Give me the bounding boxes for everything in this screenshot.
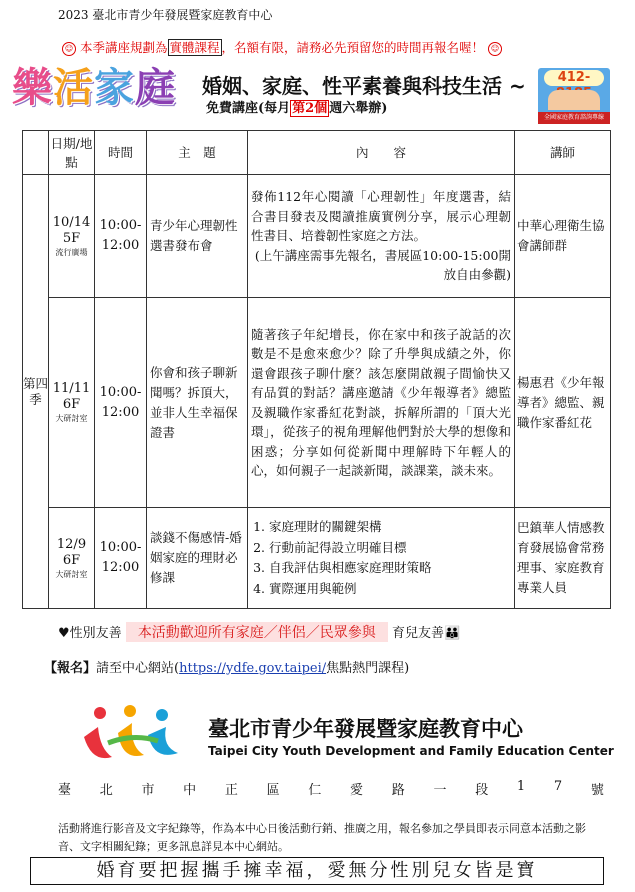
session-topic: 青少年心理韌性選書發布會 bbox=[147, 175, 248, 298]
registration-info bbox=[44, 657, 409, 676]
logo-dot-red bbox=[94, 707, 106, 719]
address-char: 愛 bbox=[350, 783, 364, 798]
list-item: 1. 家庭理財的關鍵架構 bbox=[269, 517, 511, 538]
welcome-banner: 本活動歡迎所有家庭／伴侶／民眾參與 bbox=[126, 622, 388, 642]
session-content-text: 發佈112年心閱讀「心理韌性」年度選書，結合書目發表及閱讀推廣實例分享，展示心理韌性書目、培養韌性家庭之方法。 bbox=[251, 189, 511, 244]
table-row bbox=[23, 175, 611, 298]
welcome-row bbox=[58, 622, 460, 642]
address-char: 市 bbox=[141, 783, 155, 798]
smiley-icon: ☺ bbox=[62, 42, 76, 56]
session-speaker: 巴鎮華人情感教育發展協會常務理事、家庭教育專業人員 bbox=[515, 508, 611, 609]
center-name-en: Taipei City Youth Development and Family Education Center bbox=[208, 744, 614, 758]
registration-notice bbox=[62, 38, 502, 56]
date-cell bbox=[49, 508, 95, 609]
topic-header: 主 題 bbox=[147, 131, 248, 175]
hotline-badge bbox=[538, 68, 610, 124]
address-char: 仁 bbox=[308, 783, 322, 798]
season-label: 第四季 bbox=[23, 175, 49, 609]
content-header: 內 容 bbox=[248, 131, 515, 175]
center-address bbox=[58, 779, 604, 798]
address-char: 一 bbox=[433, 783, 447, 798]
address-char: 號 bbox=[590, 783, 604, 798]
address-char: 正 bbox=[224, 783, 238, 798]
session-floor: 6F bbox=[62, 552, 81, 568]
session-content-note: (上午講座需事先報名，書展區10:00-15:00開放自由參觀) bbox=[254, 247, 511, 283]
list-item: 4. 實際運用與範例 bbox=[269, 579, 511, 600]
speaker-header: 講師 bbox=[515, 131, 611, 175]
slogan-box: 婚育要把握攜手擁幸福，愛無分性別兒女皆是寶 bbox=[30, 857, 604, 885]
notice-highlight: 實體課程 bbox=[169, 40, 220, 55]
address-char: 區 bbox=[266, 783, 280, 798]
family-icon: 👪 bbox=[443, 626, 461, 641]
family-illustration-icon bbox=[548, 90, 600, 110]
session-floor: 6F bbox=[62, 397, 81, 412]
series-title: 婚姻、家庭、性平素養與科技生活 ~ bbox=[202, 74, 526, 98]
parenting-friendly-label: 育兒友善 bbox=[391, 626, 444, 641]
session-content: 隨著孩子年紀增長，你在家中和孩子說話的次數是不是愈來愈少？除了升學與成績之外，你還會跟孩子聊什麼？該怎麼開啟親子間愉快又有品質的對話？講座邀請《少年報導者》總監及親職作家番紅花對談，拆解所謂的「頂大光環」，從孩子的視角理解他們對於大學的想像和困惑；分享如何從新聞中理解時下年輕人的心，如何親子一起談新聞，談課業，談未來。 bbox=[248, 298, 515, 508]
logo-dot-orange bbox=[124, 705, 136, 717]
logo-swoosh-red bbox=[84, 727, 112, 758]
table-row bbox=[23, 508, 611, 609]
list-item: 2. 行動前記得設立明確目標 bbox=[269, 538, 511, 559]
address-char: 中 bbox=[183, 783, 197, 798]
table-header-row bbox=[23, 131, 611, 175]
hotline-caption: 全國家庭教育諮詢專線 bbox=[538, 112, 610, 124]
logo-char: 家 bbox=[94, 64, 135, 111]
date-header: 日期/地點 bbox=[49, 131, 95, 175]
address-char: 路 bbox=[391, 783, 405, 798]
subtitle-highlight: 第2個 bbox=[292, 101, 328, 116]
session-speaker: 中華心理衛生協會講師群 bbox=[515, 175, 611, 298]
session-date: 12/9 bbox=[56, 536, 87, 552]
logo-char: 活 bbox=[53, 64, 94, 111]
session-topic: 你會和孩子聊新聞嗎？拆頂大，並非人生幸福保證書 bbox=[147, 298, 248, 508]
session-place: 流行廣場 bbox=[55, 247, 88, 257]
smiley-icon: ☺ bbox=[488, 42, 502, 56]
time-header: 時間 bbox=[95, 131, 147, 175]
session-time: 10:00-12:00 bbox=[95, 508, 147, 609]
session-place: 大研討室 bbox=[55, 414, 88, 423]
register-text-suffix: 焦點熱門課程) bbox=[326, 661, 410, 676]
subtitle-prefix: 免費講座(每月 bbox=[206, 101, 291, 116]
session-date: 10/14 bbox=[52, 214, 91, 230]
address-char: 北 bbox=[99, 783, 113, 798]
notice-prefix: 本季講座規劃為 bbox=[79, 40, 168, 55]
session-time: 10:00-12:00 bbox=[95, 298, 147, 508]
session-content bbox=[248, 175, 515, 298]
date-cell bbox=[49, 298, 95, 508]
center-name-zh: 臺北市青少年發展暨家庭教育中心 bbox=[208, 717, 523, 741]
logo-char: 樂 bbox=[12, 64, 53, 111]
session-time: 10:00-12:00 bbox=[95, 175, 147, 298]
logo-char: 庭 bbox=[135, 64, 176, 111]
session-speaker: 楊惠君《少年報導者》總監、親職作家番紅花 bbox=[515, 298, 611, 508]
address-char: 段 bbox=[475, 783, 489, 798]
session-content-list bbox=[251, 517, 511, 599]
session-date: 11/11 bbox=[52, 381, 91, 396]
session-topic: 談錢不傷感情-婚姻家庭的理財必修課 bbox=[147, 508, 248, 609]
center-logo-icon bbox=[78, 703, 190, 765]
top-header-line: 2023 臺北市青少年發展暨家庭教育中心 bbox=[58, 8, 273, 22]
address-char: 7 bbox=[553, 779, 563, 794]
date-cell bbox=[49, 175, 95, 298]
register-link[interactable]: https://ydfe.gov.taipei/ bbox=[179, 661, 327, 676]
hotline-number: 412- bbox=[544, 70, 604, 86]
table-row bbox=[23, 298, 611, 508]
session-place: 大研討室 bbox=[55, 569, 88, 579]
series-logo bbox=[12, 56, 176, 113]
logo-dot-blue bbox=[156, 709, 168, 721]
register-text-prefix: 請至中心網站( bbox=[96, 661, 180, 676]
session-floor: 5F bbox=[62, 230, 81, 246]
subtitle-suffix: 週六舉辦) bbox=[329, 101, 388, 116]
list-item: 3. 自我評估與相應家庭理財策略 bbox=[269, 558, 511, 579]
series-subtitle bbox=[206, 97, 387, 116]
schedule-table bbox=[22, 130, 611, 609]
notice-suffix: ，名額有限，請務必先預留您的時間再報名喔！ bbox=[221, 40, 485, 55]
address-char: 1 bbox=[516, 779, 526, 794]
address-char: 臺 bbox=[58, 783, 72, 798]
heart-icon: ♥ bbox=[58, 626, 70, 641]
session-content bbox=[248, 508, 515, 609]
gender-friendly-label: 性別友善 bbox=[69, 626, 122, 641]
recording-disclaimer: 活動將進行影音及文字紀錄等，作為本中心日後活動行銷、推廣之用，報名參加之學員即表示同意本活動之影音、文字相關紀錄；更多訊息詳見本中心網站。 bbox=[58, 822, 586, 853]
season-header bbox=[23, 131, 49, 175]
register-label: 【報名】 bbox=[44, 661, 97, 676]
